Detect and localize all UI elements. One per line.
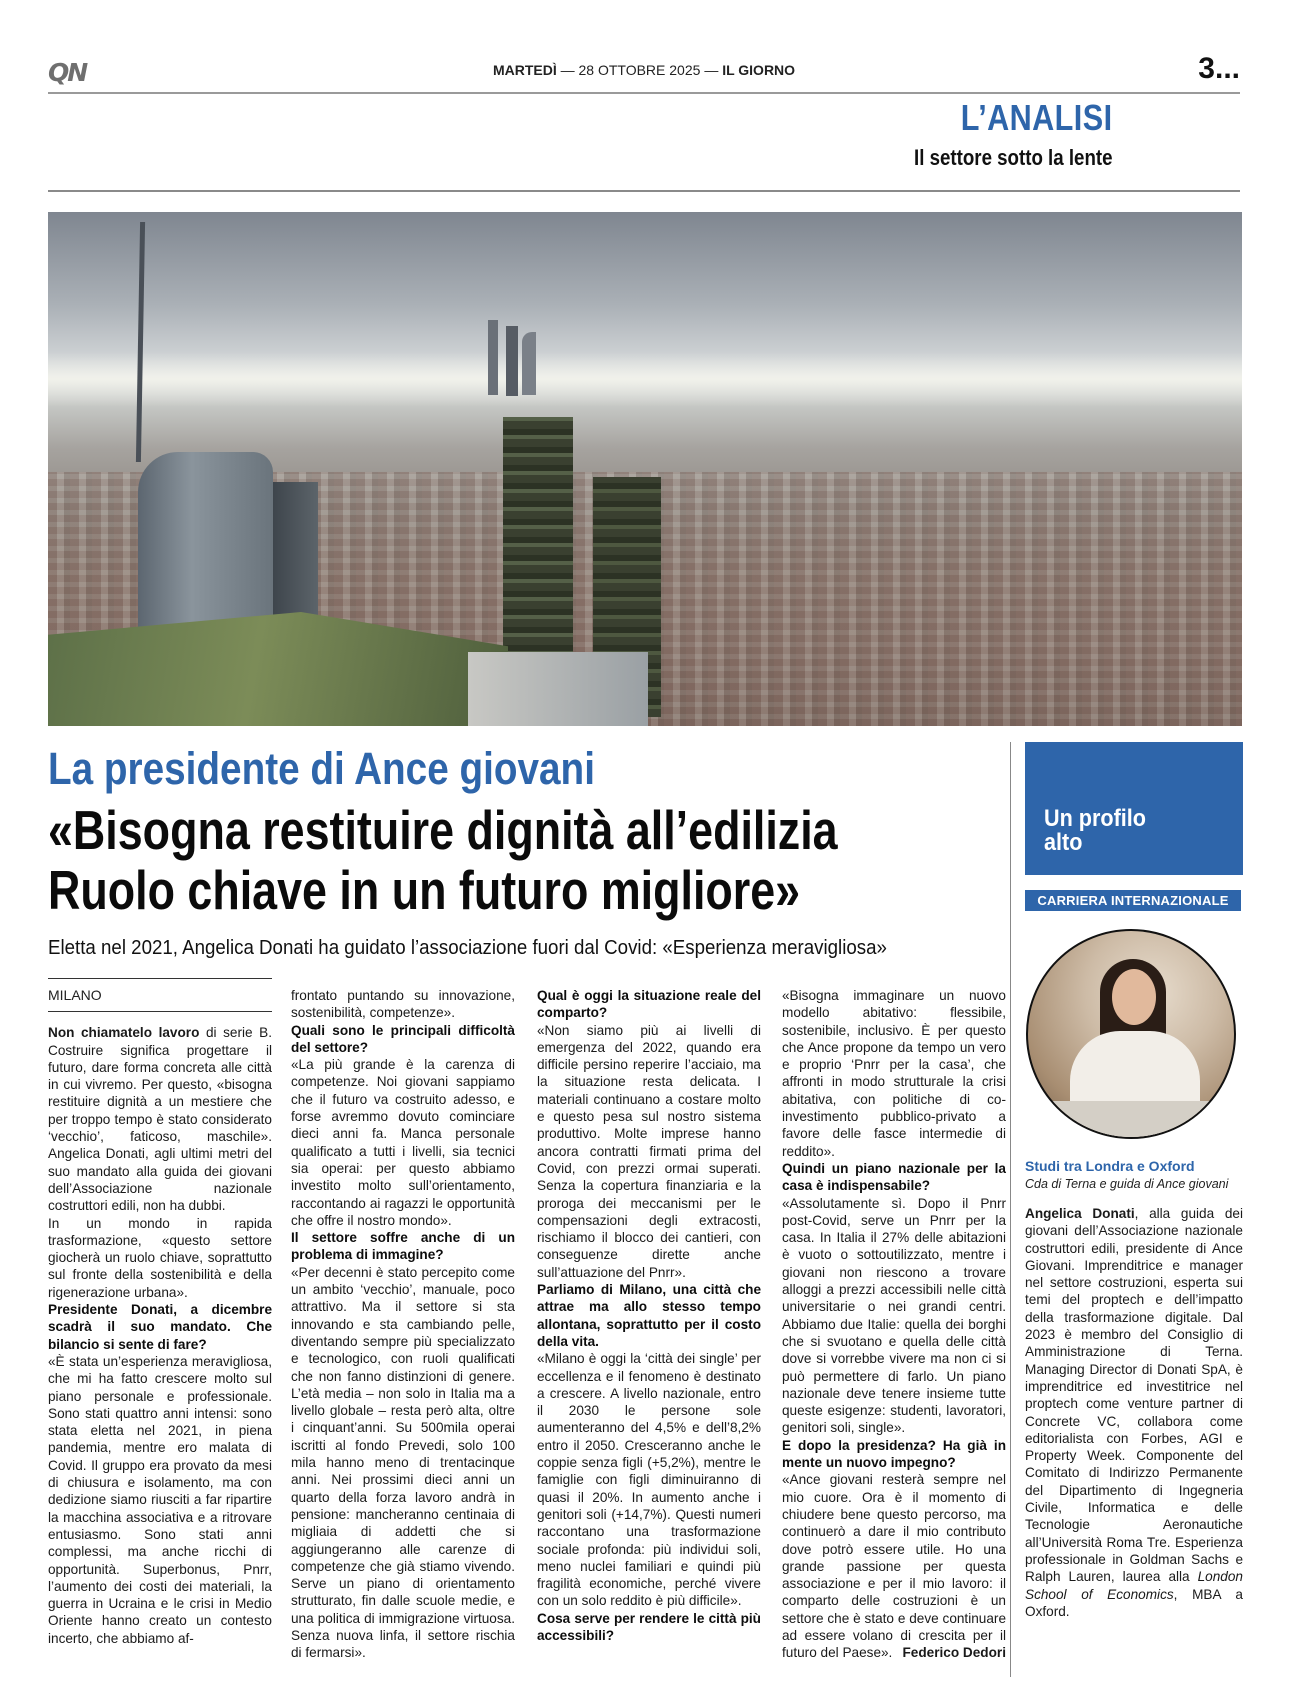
interview-question: Presidente Donati, a dicembre scadrà il suo mandato. Che bilancio si sente di fare? bbox=[48, 1302, 272, 1352]
article-column-2 bbox=[291, 987, 515, 1662]
answer-text: «Ance giovani resterà sempre nel mio cuore. Ora è il momento di chiudere bene questo percorso, ma continuerò a dare il mio contributo dove potrò essere utile. Ho una grande passione per questa associazione e per il mio lavoro: il comparto delle costruzioni è un settore che è stato e deve continuare ad essere volano di crescita per il futuro del Paese». bbox=[782, 1472, 1006, 1661]
header-dateline bbox=[48, 62, 1240, 78]
photo-citylife-tower bbox=[488, 320, 498, 395]
article-dateline: MILANO bbox=[48, 978, 272, 1012]
interview-answer: «Non siamo più ai livelli di emergenza del 2022, quando era difficile persino reperire l’acciaio, ma la situazione resta delicata. I materiali continuano a costare molto e questo pesa sul nostro sistema produttivo. Molte imprese hanno ancora contratti firmati prima del Covid, con prezzi ormai superati. Senza la copertura finanziaria e la proroga dei meccanismi per le compensazioni degli extracosti, rischiamo il blocco dei cantieri, con conseguenze dirette anche sull’attuazione del Pnrr». bbox=[537, 1022, 761, 1280]
interview-answer: frontato puntando su innovazione, sostenibilità, competenze». bbox=[291, 988, 515, 1021]
interview-answer: «Milano è oggi la ‘città dei single’ per eccellenza e il fenomeno è destinato a crescere. A livello nazionale, entro il 2030 le persone sole aumenteranno del 4,5% e dell’8,2% entro il 2050. Cresceranno anche le coppie senza figli (+5,2%), mentre le famiglie con figli diminuiranno di quasi il 20%. In aumento anche i genitori soli (+14,7%). Questi numeri raccontano una trasformazione sociale profonda: più individui soli, meno nuclei familiari e quindi più fragilità economiche, perché vivere con un solo reddito è più difficile». bbox=[537, 1351, 761, 1609]
bio-italic: London School of Economics bbox=[1025, 1569, 1243, 1602]
header-day: MARTEDÌ bbox=[492, 62, 557, 78]
article-column-4 bbox=[782, 987, 1006, 1662]
portrait-desk bbox=[1028, 1101, 1236, 1139]
sidebar-tag: CARRIERA INTERNAZIONALE bbox=[1025, 890, 1241, 911]
sidebar-title-line-1: Un profilo bbox=[1044, 805, 1146, 832]
interview-answer: «Assolutamente sì. Dopo il Pnrr post-Covid, serve un Pnrr per la casa. In Italia il 27% delle abitazioni è vuoto o sottoutilizzato, mentre i giovani non riescono a trovare alloggi a prezzi accessibili nelle città universitarie o nei grandi centri. Abbiamo due Italie: quella dei borghi che si svuotano e quella delle città dove si vorrebbe vivere ma non ci si può permettere di farlo. Un piano nazionale deve tenere insieme tutte queste esigenze: studenti, lavoratori, genitori soli, single». bbox=[782, 1195, 1006, 1436]
newspaper-name: IL GIORNO bbox=[722, 62, 796, 78]
page-number: 3... bbox=[1198, 52, 1240, 85]
article-column-3 bbox=[537, 987, 761, 1644]
photo-foreground-building bbox=[468, 652, 648, 726]
page-header bbox=[48, 52, 1240, 94]
interview-answer: «Bisogna immaginare un nuovo modello abitativo: flessibile, sostenibile, inclusivo. È per questo che Ance propone da tempo un vero e proprio ‘Pnrr per la casa’, che affronti in modo strutturale la crisi abitativa, con politiche di co-investimento pubblico-privato a favore delle fasce intermedie di reddito». bbox=[782, 988, 1006, 1159]
header-separator: — bbox=[560, 62, 575, 78]
interview-answer: «È stata un’esperienza meravigliosa, che mi ha fatto crescere molto sul piano personale e professionale. Sono stati quattro anni intensi: sono stata eletta nel 2021, in piena pandemia, mentre ero malata di Covid. Il gruppo era provato da mesi di chiusura e isolamento, ma con dedizione siamo riusciti a far ripartire la macchina associativa e a ritrovare entusiasmo. Sono stati anni complessi, ma anche ricchi di opportunità. Superbonus, Pnrr, l’aumento dei costi dei materiali, la guerra in Ucraina e le crisi in Medio Oriente hanno creato un contesto incerto, che abbiamo af- bbox=[48, 1353, 272, 1646]
sidebar-title-box bbox=[1025, 742, 1243, 875]
bio-text: , alla guida dei giovani dell’Associazione nazionale costruttori edili, presidente di Ance Giovani. Imprenditrice e manager nel settore costruzioni, esperta sui temi del proptech e dell’impatto della trasformazione digitale. Dal 2023 è membro del Consiglio di Amministrazione di Terna. Managing Director di Donati SpA, è imprenditrice ed investitrice nel proptech come venture partner di Concrete VC, collabora come editorialista con Forbes, AGI e Property Week. Componente del Comitato di Indirizzo Permanente del Dipartimento di Ingegneria Civile, Informatica e delle Tecnologie Aeronautiche all’Università Roma Tre. Esperienza professionale in Goldman Sachs e Ralph Lauren, laurea alla bbox=[1025, 1206, 1243, 1585]
sidebar-title bbox=[1044, 807, 1146, 855]
article-headline bbox=[48, 800, 838, 920]
interview-question: E dopo la presidenza? Ha già in mente un nuovo impegno? bbox=[782, 1437, 1006, 1471]
photo-citylife-tower bbox=[522, 332, 536, 395]
paragraph-text: di serie B. Costruire significa progettare il futuro, dare forma concreta alle città in cui vivremo. Per questo, «bisogna restituire dignità a un mestiere che per troppo tempo è stato considerato ‘vecchio’, faticoso, maschile». Angelica Donati, agli ultimi metri del suo mandato alla guida dei giovani dell’Associazione nazionale costruttori edili, non ha dubbi. bbox=[48, 1025, 272, 1214]
header-separator: — bbox=[704, 62, 719, 78]
interview-answer bbox=[782, 1471, 1006, 1661]
section-title: L’ANALISI bbox=[960, 97, 1112, 138]
interview-question: Qual è oggi la situazione reale del comparto? bbox=[537, 988, 761, 1021]
article-kicker: La presidente di Ance giovani bbox=[48, 743, 595, 794]
headline-line-2: Ruolo chiave in un futuro migliore» bbox=[48, 859, 801, 921]
paragraph: In un mondo in rapida trasformazione, «questo settore giocherà un ruolo chiave, soprattutto sul fronte della sostenibilità e della rigenerazione urbana». bbox=[48, 1215, 272, 1300]
interview-question: Parliamo di Milano, una città che attrae ma allo stesso tempo allontana, soprattutto per il costo della vita. bbox=[537, 1282, 761, 1349]
photo-caption-subtitle: Cda di Terna e guida di Ance giovani bbox=[1025, 1177, 1229, 1191]
paragraph bbox=[48, 1024, 272, 1214]
interview-question: Quindi un piano nazionale per la casa è indispensabile? bbox=[782, 1160, 1006, 1194]
interview-answer: «Per decenni è stato percepito come un ambito ‘vecchio’, manuale, poco attrattivo. Ma il settore si sta innovando e sta cambiando pelle, diventando sempre più specializzato e tecnologico, con ruoli qualificati che non fanno distinzioni di genere. L’età media – non solo in Italia ma a livello globale – resta però alta, oltre i cinquant’anni. Su 500mila operai iscritti al fondo Prevedi, solo 100 mila hanno meno di trentacinque anni. Nei prossimi dieci anni un quarto della forza lavoro andrà in pensione: mancheranno centinaia di migliaia di addetti che si aggiungeranno alle carenze di competenze che già stiamo vivendo. Serve un piano di orientamento strutturato, fin dalle scuole medie, e una politica di immigrazione virtuosa. Senza nuova linfa, il settore rischia di fermarsi». bbox=[291, 1264, 515, 1661]
photo-caption-title: Studi tra Londra e Oxford bbox=[1025, 1158, 1195, 1174]
headline-line-1: «Bisogna restituire dignità all’edilizia bbox=[48, 799, 838, 861]
section-subtitle: Il settore sotto la lente bbox=[913, 145, 1112, 170]
portrait-photo bbox=[1026, 929, 1236, 1139]
interview-question: Il settore soffre anche di un problema di immagine? bbox=[291, 1230, 515, 1263]
article-subheadline: Eletta nel 2021, Angelica Donati ha guidato l’associazione fuori dal Covid: «Esperienza meravigliosa» bbox=[48, 937, 887, 959]
sidebar-bio bbox=[1025, 1205, 1243, 1620]
portrait-face bbox=[1112, 969, 1156, 1025]
column-divider bbox=[1010, 742, 1011, 1677]
interview-answer: «La più grande è la carenza di competenze. Noi giovani sappiamo che il futuro va costruito adesso, e forse avremmo dovuto cominciare dieci anni fa. Manca personale qualificato a tutti i livelli, sia tecnici sia operai: per questo abbiamo investito molto sull’orientamento, raccontando ai ragazzi le opportunità che offre il nostro mondo». bbox=[291, 1057, 515, 1228]
bio-name: Angelica Donati bbox=[1025, 1206, 1135, 1221]
article-column-1 bbox=[48, 978, 272, 1647]
milan-skyline-photo bbox=[48, 212, 1242, 726]
photo-sky-haze bbox=[48, 352, 1242, 407]
section-header bbox=[879, 98, 1113, 174]
sidebar-title-line-2: alto bbox=[1044, 829, 1083, 856]
qn-logo: QN bbox=[48, 58, 87, 87]
bio-text-end: , MBA a Oxford. bbox=[1025, 1586, 1243, 1619]
section-divider bbox=[48, 190, 1240, 192]
author-signature: Federico Dedori bbox=[902, 1645, 1006, 1661]
photo-citylife-tower bbox=[506, 326, 518, 396]
header-date: 28 OTTOBRE 2025 bbox=[578, 62, 701, 78]
photo-unicredit-spire bbox=[136, 222, 145, 462]
interview-question: Quali sono le principali difficoltà del settore? bbox=[291, 1022, 515, 1055]
lead-bold: Non chiamatelo lavoro bbox=[48, 1025, 200, 1041]
interview-question: Cosa serve per rendere le città più accessibili? bbox=[537, 1610, 761, 1643]
